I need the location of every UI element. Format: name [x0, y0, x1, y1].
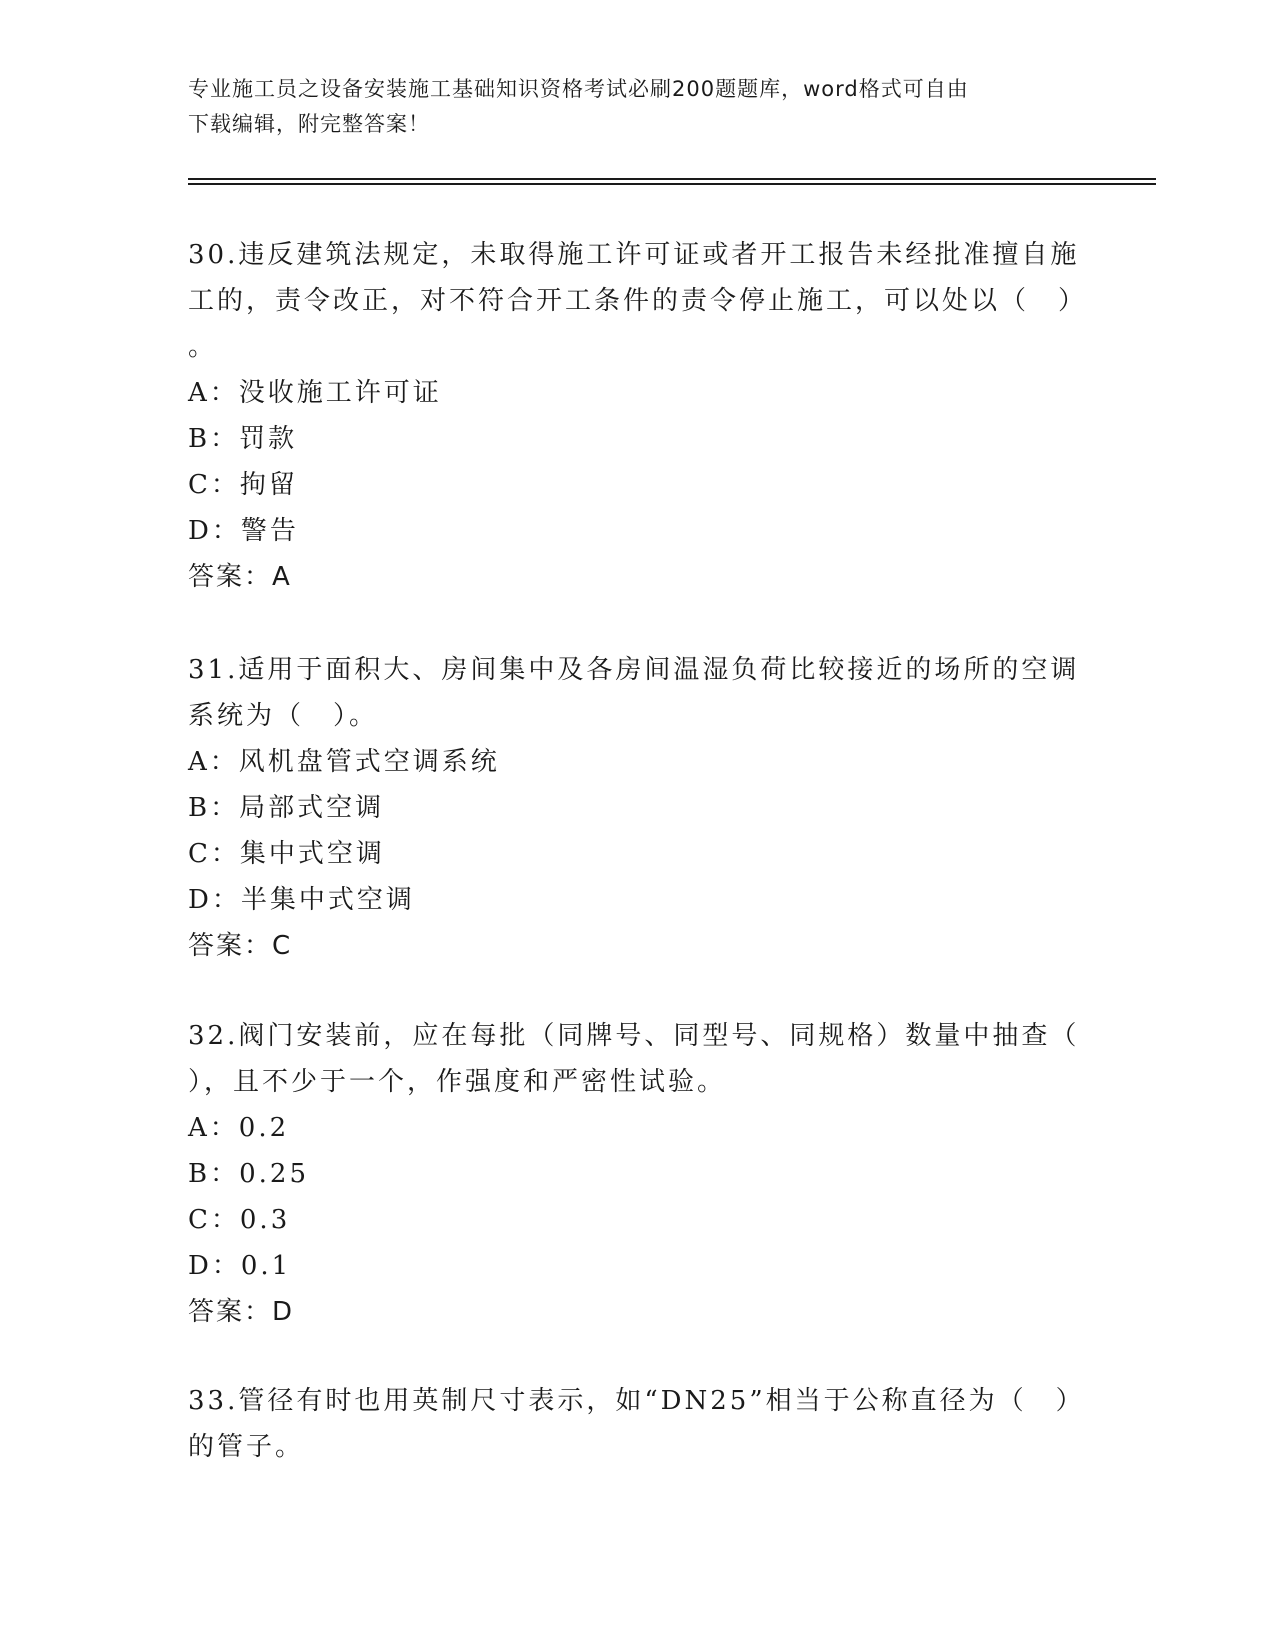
question-stem-line: 工的，责令改正，对不符合开工条件的责令停止施工，可以处以（ ）: [188, 286, 1088, 316]
question-stem-line: 31.适用于面积大、房间集中及各房间温湿负荷比较接近的场所的空调: [188, 655, 1080, 685]
document-header: [188, 72, 1088, 142]
option-b: B：局部式空调: [188, 793, 385, 823]
question-31: [188, 647, 1088, 969]
question-stem-line: 的管子。: [188, 1432, 305, 1462]
option-c: C：拘留: [188, 470, 298, 500]
option-a: A：没收施工许可证: [188, 378, 442, 408]
question-stem-line: 系统为（ ）。: [188, 701, 379, 731]
option-c: C：集中式空调: [188, 839, 385, 869]
question-32: [188, 1013, 1088, 1335]
question-stem-line: 30.违反建筑法规定，未取得施工许可证或者开工报告未经批准擅自施: [188, 240, 1080, 270]
option-a: A：0.2: [188, 1113, 290, 1143]
answer: 答案：C: [188, 931, 293, 961]
option-b: B：0.25: [188, 1159, 309, 1189]
header-line-2: 下载编辑，附完整答案！: [188, 112, 430, 136]
option-d: D：警告: [188, 516, 299, 546]
header-divider-top: [188, 178, 1156, 180]
question-stem-line: ），且不少于一个，作强度和严密性试验。: [188, 1067, 727, 1097]
question-stem-line: 。: [188, 332, 218, 362]
question-30: [188, 232, 1088, 600]
question-stem-line: 33.管径有时也用英制尺寸表示，如“DN25”相当于公称直径为（ ）: [188, 1386, 1085, 1416]
answer: 答案：D: [188, 1297, 295, 1327]
header-line-1: 专业施工员之设备安装施工基础知识资格考试必刷200题题库，word格式可自由: [188, 77, 969, 101]
header-divider-bottom: [188, 183, 1156, 185]
option-d: D：半集中式空调: [188, 885, 415, 915]
option-d: D：0.1: [188, 1251, 292, 1281]
answer: 答案：A: [188, 562, 292, 592]
option-b: B：罚款: [188, 424, 298, 454]
question-stem-line: 32.阀门安装前，应在每批（同牌号、同型号、同规格）数量中抽查（: [188, 1021, 1080, 1051]
option-c: C：0.3: [188, 1205, 291, 1235]
option-a: A：风机盘管式空调系统: [188, 747, 500, 777]
question-33: [188, 1378, 1088, 1470]
